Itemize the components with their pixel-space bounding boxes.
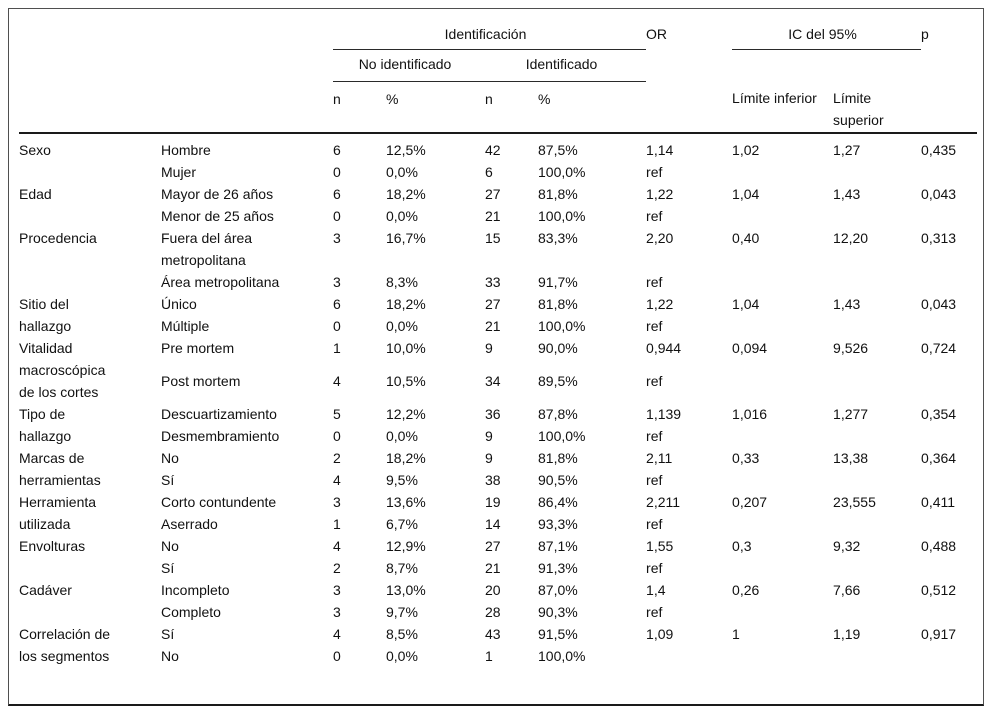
pct-no-identificado-cell: 18,2%	[386, 296, 426, 312]
or-cell: 1,22	[646, 186, 674, 202]
limite-inferior-cell	[732, 425, 833, 447]
header-spacer	[19, 81, 333, 133]
limite-inferior-cell: 0,207	[732, 494, 768, 510]
table-row	[19, 425, 977, 447]
header-n-identificado: n	[485, 81, 538, 133]
header-spacer	[921, 81, 977, 133]
limite-superior-cell	[833, 315, 921, 337]
p-value-cell: 0,364	[921, 450, 957, 466]
n-identificado-cell: 9	[485, 340, 493, 356]
limite-inferior-cell	[732, 161, 833, 183]
pct-no-identificado-cell: 9,7%	[386, 604, 418, 620]
pct-identificado-cell: 100,0%	[538, 318, 586, 334]
header-row-3	[19, 81, 977, 133]
category-cell: Mujer	[161, 164, 197, 180]
limite-superior-cell: 1,277	[833, 406, 869, 422]
n-identificado-cell: 28	[485, 604, 501, 620]
pct-no-identificado-cell: 13,6%	[386, 494, 426, 510]
category-cell: Post mortem	[161, 373, 241, 389]
limite-inferior-cell: 1,02	[732, 142, 760, 158]
variable-cell: Tipo de hallazgo	[19, 406, 72, 444]
n-identificado-cell: 20	[485, 582, 501, 598]
p-value-cell	[921, 557, 977, 579]
limite-inferior-cell	[732, 513, 833, 535]
n-identificado-cell: 27	[485, 186, 501, 202]
n-no-identificado-cell: 0	[333, 648, 341, 664]
header-limite-inferior: Límite inferior	[732, 81, 833, 133]
pct-no-identificado-cell: 12,2%	[386, 406, 426, 422]
pct-identificado-cell: 91,5%	[538, 626, 578, 642]
variable-cell: Envolturas	[19, 538, 86, 554]
n-no-identificado-cell: 6	[333, 296, 341, 312]
category-cell: No	[161, 648, 179, 664]
header-row-1	[19, 15, 977, 49]
n-no-identificado-cell: 1	[333, 516, 341, 532]
variable-cell: Sitio del hallazgo	[19, 296, 72, 334]
or-cell: 2,11	[646, 450, 673, 466]
limite-superior-cell: 9,526	[833, 340, 869, 356]
pct-identificado-cell: 83,3%	[538, 230, 578, 246]
pct-identificado-cell: 100,0%	[538, 428, 586, 444]
limite-inferior-cell: 0,33	[732, 450, 760, 466]
category-cell: No	[161, 538, 179, 554]
limite-inferior-cell: 0,26	[732, 582, 760, 598]
table-row	[19, 579, 977, 601]
pct-identificado-cell: 100,0%	[538, 208, 586, 224]
p-value-cell: 0,354	[921, 406, 957, 422]
pct-no-identificado-cell: 0,0%	[386, 164, 418, 180]
n-no-identificado-cell: 0	[333, 208, 341, 224]
pct-no-identificado-cell: 0,0%	[386, 208, 418, 224]
n-no-identificado-cell: 2	[333, 560, 341, 576]
variable-cell: Vitalidad macroscópica de los cortes	[19, 340, 106, 400]
limite-inferior-cell	[732, 205, 833, 227]
or-cell: 1,4	[646, 582, 666, 598]
category-cell: Área metropolitana	[161, 274, 280, 290]
p-value-cell: 0,917	[921, 626, 957, 642]
variable-cell: Cadáver	[19, 582, 72, 598]
table-row	[19, 161, 977, 183]
pct-no-identificado-cell: 0,0%	[386, 648, 418, 664]
n-no-identificado-cell: 0	[333, 164, 341, 180]
p-value-cell	[921, 601, 977, 623]
n-identificado-cell: 34	[485, 373, 501, 389]
limite-inferior-cell	[732, 315, 833, 337]
pct-identificado-cell: 90,0%	[538, 340, 578, 356]
header-limite-superior: Límite superior	[833, 81, 921, 133]
pct-no-identificado-cell: 12,9%	[386, 538, 426, 554]
category-cell: Pre mortem	[161, 340, 235, 356]
table-row	[19, 183, 977, 205]
pct-no-identificado-cell: 10,5%	[386, 373, 426, 389]
variable-cell: Procedencia	[19, 230, 97, 246]
n-no-identificado-cell: 4	[333, 626, 341, 642]
n-identificado-cell: 21	[485, 560, 501, 576]
pct-identificado-cell: 93,3%	[538, 516, 578, 532]
table-row	[19, 601, 977, 623]
pct-no-identificado-cell: 8,5%	[386, 626, 418, 642]
or-cell	[646, 645, 732, 667]
or-cell: ref	[646, 274, 663, 290]
variable-cell: Marcas de herramientas	[19, 450, 101, 488]
pct-no-identificado-cell: 8,3%	[386, 274, 418, 290]
category-cell: Incompleto	[161, 582, 230, 598]
or-cell: ref	[646, 318, 663, 334]
p-value-cell	[921, 271, 977, 293]
n-identificado-cell: 43	[485, 626, 501, 642]
p-value-cell	[921, 205, 977, 227]
or-cell: 0,944	[646, 340, 682, 356]
table-row	[19, 645, 977, 667]
category-cell: Menor de 25 años	[161, 208, 274, 224]
p-value-cell: 0,313	[921, 230, 957, 246]
limite-inferior-cell	[732, 645, 833, 667]
or-cell: 1,09	[646, 626, 674, 642]
header-spacer	[19, 15, 333, 49]
limite-superior-cell: 12,20	[833, 230, 869, 246]
table-row	[19, 293, 977, 315]
n-no-identificado-cell: 5	[333, 406, 341, 422]
variable-cell: Edad	[19, 186, 52, 202]
limite-superior-cell: 9,32	[833, 538, 861, 554]
p-value-cell	[921, 161, 977, 183]
statistics-table-container	[8, 8, 984, 706]
category-cell: No	[161, 450, 179, 466]
or-cell: ref	[646, 516, 663, 532]
limite-inferior-cell: 1,04	[732, 186, 760, 202]
n-identificado-cell: 36	[485, 406, 501, 422]
n-no-identificado-cell: 6	[333, 142, 341, 158]
header-no-identificado: No identificado	[333, 49, 485, 81]
pct-no-identificado-cell: 18,2%	[386, 450, 426, 466]
n-no-identificado-cell: 3	[333, 230, 341, 246]
n-no-identificado-cell: 1	[333, 340, 341, 356]
variable-cell: Herramienta utilizada	[19, 494, 97, 532]
or-cell: ref	[646, 604, 663, 620]
n-identificado-cell: 38	[485, 472, 501, 488]
limite-inferior-cell: 0,40	[732, 230, 760, 246]
limite-inferior-cell: 1,016	[732, 406, 768, 422]
limite-superior-cell	[833, 513, 921, 535]
variable-cell: Correlación de los segmentos	[19, 626, 111, 664]
p-value-cell: 0,512	[921, 582, 957, 598]
n-identificado-cell: 9	[485, 428, 493, 444]
pct-no-identificado-cell: 13,0%	[386, 582, 426, 598]
limite-superior-cell	[833, 370, 921, 403]
limite-superior-cell	[833, 601, 921, 623]
header-identificacion: Identificación	[333, 15, 646, 49]
limite-inferior-cell: 1,04	[732, 296, 760, 312]
limite-superior-cell: 1,19	[833, 626, 861, 642]
category-cell: Fuera del área metropolitana	[161, 230, 253, 268]
table-row	[19, 403, 977, 425]
table-row	[19, 491, 977, 513]
n-no-identificado-cell: 4	[333, 373, 341, 389]
header-spacer	[732, 49, 921, 81]
header-pct-identificado: %	[538, 81, 646, 133]
variable-cell: Sexo	[19, 142, 51, 158]
p-value-cell	[921, 469, 977, 491]
pct-identificado-cell: 100,0%	[538, 648, 586, 664]
limite-superior-cell: 13,38	[833, 450, 869, 466]
pct-no-identificado-cell: 8,7%	[386, 560, 418, 576]
table-row	[19, 469, 977, 491]
limite-superior-cell	[833, 645, 921, 667]
pct-no-identificado-cell: 16,7%	[386, 230, 426, 246]
or-cell: ref	[646, 164, 663, 180]
n-no-identificado-cell: 0	[333, 428, 341, 444]
n-no-identificado-cell: 2	[333, 450, 341, 466]
n-no-identificado-cell: 0	[333, 318, 341, 334]
p-value-cell: 0,043	[921, 296, 957, 312]
p-value-cell	[921, 425, 977, 447]
or-cell: 2,211	[646, 494, 681, 510]
table-row	[19, 447, 977, 469]
or-cell: 1,139	[646, 406, 682, 422]
limite-superior-cell	[833, 271, 921, 293]
category-cell: Desmembramiento	[161, 428, 280, 444]
p-value-cell	[921, 370, 977, 403]
header-spacer	[646, 49, 732, 81]
header-n-no-identificado: n	[333, 81, 386, 133]
pct-identificado-cell: 91,7%	[538, 274, 578, 290]
n-no-identificado-cell: 3	[333, 274, 341, 290]
limite-superior-cell: 23,555	[833, 494, 876, 510]
pct-identificado-cell: 87,1%	[538, 538, 578, 554]
pct-identificado-cell: 81,8%	[538, 450, 578, 466]
pct-identificado-cell: 90,5%	[538, 472, 578, 488]
table-header	[19, 15, 977, 133]
limite-inferior-cell	[732, 601, 833, 623]
pct-no-identificado-cell: 10,0%	[386, 340, 426, 356]
limite-inferior-cell	[732, 271, 833, 293]
limite-superior-cell	[833, 205, 921, 227]
header-spacer	[646, 81, 732, 133]
table-row	[19, 535, 977, 557]
pct-no-identificado-cell: 6,7%	[386, 516, 418, 532]
table-row	[19, 205, 977, 227]
n-identificado-cell: 15	[485, 230, 501, 246]
n-no-identificado-cell: 4	[333, 472, 341, 488]
p-value-cell	[921, 315, 977, 337]
category-cell: Sí	[161, 626, 175, 642]
pct-identificado-cell: 90,3%	[538, 604, 578, 620]
p-value-cell: 0,043	[921, 186, 957, 202]
limite-superior-cell	[833, 557, 921, 579]
category-cell: Único	[161, 296, 197, 312]
limite-inferior-cell: 0,094	[732, 340, 768, 356]
limite-inferior-cell: 1	[732, 626, 740, 642]
header-identificado: Identificado	[485, 49, 646, 81]
table-row	[19, 271, 977, 293]
statistics-table	[19, 15, 977, 667]
table-row	[19, 370, 977, 403]
or-cell: 1,22	[646, 296, 674, 312]
header-spacer	[921, 49, 977, 81]
pct-identificado-cell: 89,5%	[538, 373, 578, 389]
limite-inferior-cell: 0,3	[732, 538, 752, 554]
table-row	[19, 337, 977, 370]
limite-inferior-cell	[732, 557, 833, 579]
n-identificado-cell: 1	[485, 648, 493, 664]
n-identificado-cell: 6	[485, 164, 493, 180]
pct-identificado-cell: 81,8%	[538, 296, 578, 312]
or-cell: ref	[646, 472, 663, 488]
n-identificado-cell: 9	[485, 450, 493, 466]
table-row	[19, 133, 977, 161]
category-cell: Descuartizamiento	[161, 406, 277, 422]
category-cell: Completo	[161, 604, 221, 620]
n-identificado-cell: 21	[485, 318, 501, 334]
p-value-cell	[921, 645, 977, 667]
or-cell: ref	[646, 208, 663, 224]
category-cell: Sí	[161, 472, 175, 488]
header-p: p	[921, 26, 929, 42]
n-no-identificado-cell: 6	[333, 186, 341, 202]
p-value-cell: 0,488	[921, 538, 957, 554]
or-cell: ref	[646, 373, 663, 389]
limite-superior-cell: 1,43	[833, 296, 861, 312]
pct-no-identificado-cell: 12,5%	[386, 142, 426, 158]
pct-identificado-cell: 87,8%	[538, 406, 578, 422]
header-pct-no-identificado: %	[386, 81, 485, 133]
pct-no-identificado-cell: 9,5%	[386, 472, 418, 488]
n-identificado-cell: 42	[485, 142, 501, 158]
category-cell: Sí	[161, 560, 175, 576]
n-identificado-cell: 27	[485, 296, 501, 312]
or-cell: 1,55	[646, 538, 674, 554]
header-ic95: IC del 95%	[732, 15, 921, 49]
or-cell: ref	[646, 560, 663, 576]
pct-identificado-cell: 91,3%	[538, 560, 578, 576]
or-cell: 2,20	[646, 230, 674, 246]
or-cell: 1,14	[646, 142, 674, 158]
pct-identificado-cell: 87,0%	[538, 582, 578, 598]
limite-superior-cell: 1,43	[833, 186, 861, 202]
table-row	[19, 513, 977, 535]
limite-inferior-cell	[732, 370, 833, 403]
limite-superior-cell: 7,66	[833, 582, 861, 598]
n-identificado-cell: 27	[485, 538, 501, 554]
n-identificado-cell: 33	[485, 274, 501, 290]
category-cell: Hombre	[161, 142, 211, 158]
table-body	[19, 133, 977, 667]
n-no-identificado-cell: 3	[333, 494, 341, 510]
pct-identificado-cell: 86,4%	[538, 494, 578, 510]
n-no-identificado-cell: 3	[333, 604, 341, 620]
table-row	[19, 315, 977, 337]
category-cell: Aserrado	[161, 516, 218, 532]
table-row	[19, 623, 977, 645]
limite-superior-cell	[833, 161, 921, 183]
n-no-identificado-cell: 3	[333, 582, 341, 598]
header-spacer	[19, 49, 333, 81]
category-cell: Corto contundente	[161, 494, 277, 510]
category-cell: Múltiple	[161, 318, 210, 334]
p-value-cell: 0,724	[921, 340, 957, 356]
n-identificado-cell: 21	[485, 208, 501, 224]
table-row	[19, 227, 977, 271]
n-identificado-cell: 14	[485, 516, 501, 532]
limite-superior-cell	[833, 469, 921, 491]
pct-identificado-cell: 81,8%	[538, 186, 578, 202]
limite-superior-cell: 1,27	[833, 142, 861, 158]
pct-no-identificado-cell: 0,0%	[386, 428, 418, 444]
limite-inferior-cell	[732, 469, 833, 491]
pct-no-identificado-cell: 18,2%	[386, 186, 426, 202]
n-identificado-cell: 19	[485, 494, 501, 510]
header-or: OR	[646, 26, 668, 42]
header-row-2	[19, 49, 977, 81]
p-value-cell: 0,435	[921, 142, 957, 158]
n-no-identificado-cell: 4	[333, 538, 341, 554]
limite-superior-cell	[833, 425, 921, 447]
table-row	[19, 557, 977, 579]
pct-no-identificado-cell: 0,0%	[386, 318, 418, 334]
category-cell: Mayor de 26 años	[161, 186, 274, 202]
p-value-cell: 0,411	[921, 494, 956, 510]
pct-identificado-cell: 100,0%	[538, 164, 586, 180]
pct-identificado-cell: 87,5%	[538, 142, 578, 158]
p-value-cell	[921, 513, 977, 535]
or-cell: ref	[646, 428, 663, 444]
